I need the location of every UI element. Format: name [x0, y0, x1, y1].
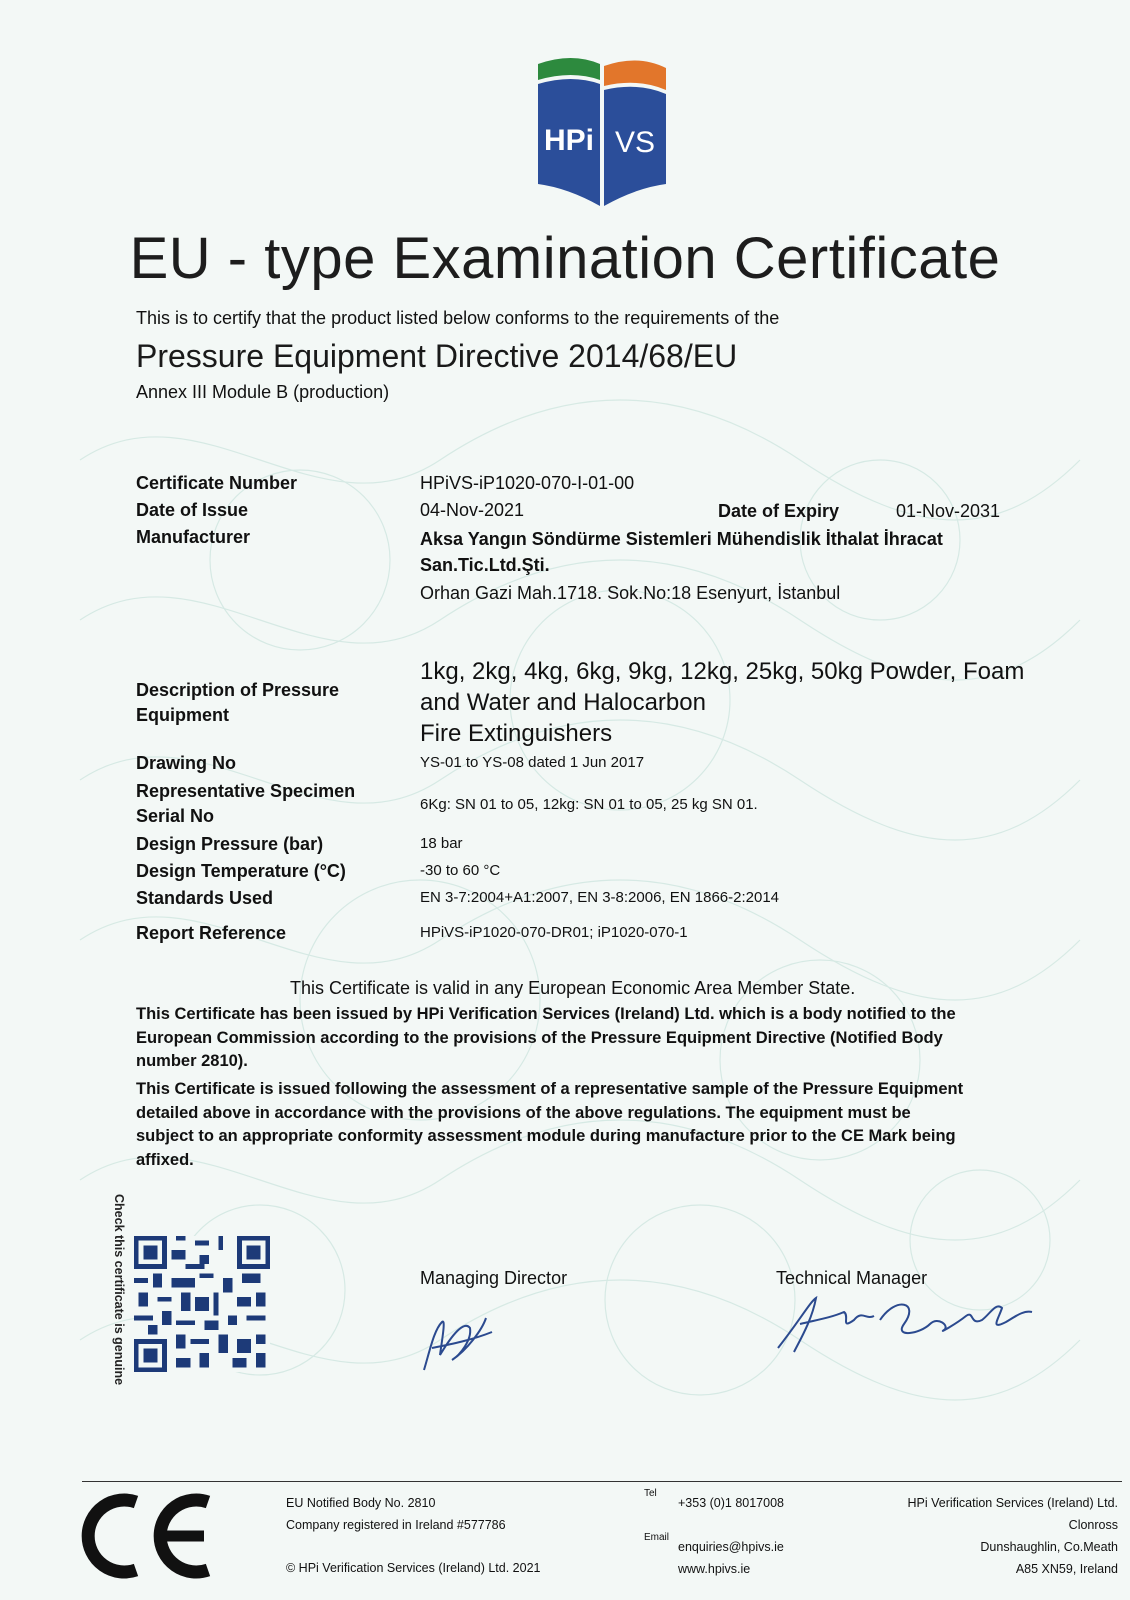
- manufacturer-address: Orhan Gazi Mah.1718. Sok.No:18 Esenyurt, İstanbul: [420, 583, 841, 603]
- issued-by-line3: number 2810).: [136, 1052, 248, 1070]
- address-line4: A85 XN59, Ireland: [1015, 1562, 1118, 1576]
- logo-text-vs: VS: [614, 126, 656, 159]
- footer-divider: [82, 1481, 1122, 1482]
- hpivs-logo: [538, 56, 666, 206]
- certificate-number-label: Certificate Number: [136, 473, 298, 493]
- issued-by-statement: [136, 1003, 1066, 1074]
- technical-manager-label: Technical Manager: [776, 1268, 928, 1288]
- issued-by-line1: This Certificate has been issued by HPi Verification Services (Ireland) Ltd. which is a body notified to the: [136, 1005, 956, 1023]
- date-of-issue: 04-Nov-2021: [420, 500, 525, 520]
- address-line1: HPi Verification Services (Ireland) Ltd.: [907, 1496, 1118, 1510]
- specimen-label-line2: Serial No: [136, 806, 215, 826]
- tel-label: Tel: [644, 1488, 657, 1499]
- description-label-line2: Equipment: [136, 705, 229, 725]
- address-line3: Dunshaughlin, Co.Meath: [980, 1540, 1118, 1554]
- ce-mark-icon: [78, 1488, 212, 1584]
- check-genuine-text: Check this certificate is genuine: [112, 1194, 126, 1386]
- standards-used: EN 3-7:2004+A1:2007, EN 3-8:2006, EN 1866-2:2014: [420, 889, 780, 906]
- drawing-no-label: Drawing No: [136, 753, 237, 773]
- description-line1: 1kg, 2kg, 4kg, 6kg, 9kg, 12kg, 25kg, 50kg Powder, Foam: [420, 658, 1025, 685]
- address-line2: Clonross: [1068, 1518, 1118, 1532]
- issued-by-line2: European Commission according to the provisions of the Pressure Equipment Directive (Notified Body: [136, 1028, 943, 1047]
- logo-text-hpi: HPi: [543, 124, 595, 157]
- managing-director-signature: [412, 1300, 522, 1380]
- date-of-expiry-label: Date of Expiry: [718, 501, 840, 521]
- assessment-line3: subject to an appropriate conformity assessment module during manufacture prior to the CE Mark being: [136, 1127, 956, 1145]
- design-temperature: -30 to 60 °C: [420, 862, 501, 879]
- date-of-expiry: 01-Nov-2031: [896, 501, 1001, 521]
- directive-name: Pressure Equipment Directive 2014/68/EU: [136, 338, 738, 374]
- description-line3: Fire Extinguishers: [420, 720, 613, 747]
- manufacturer-name-line1: Aksa Yangın Söndürme Sistemleri Mühendislik İthalat İhracat: [420, 529, 943, 549]
- design-pressure-label: Design Pressure (bar): [136, 834, 324, 854]
- telephone-number[interactable]: +353 (0)1 8017008: [678, 1496, 784, 1510]
- assessment-statement: [136, 1078, 1066, 1172]
- description-line2: and Water and Halocarbon: [420, 689, 706, 716]
- technical-manager-signature: [770, 1290, 1040, 1370]
- assessment-line4: affixed.: [136, 1150, 194, 1169]
- website-link[interactable]: www.hpivs.ie: [678, 1562, 751, 1576]
- manufacturer-label: Manufacturer: [136, 527, 251, 547]
- verification-qr-code[interactable]: [134, 1236, 270, 1372]
- report-reference: HPiVS-iP1020-070-DR01; iP1020-070-1: [420, 924, 688, 941]
- specimen-label-line1: Representative Specimen: [136, 781, 356, 801]
- annex-module: Annex III Module B (production): [136, 382, 390, 402]
- report-reference-label: Report Reference: [136, 923, 287, 943]
- company-registration: Company registered in Ireland #577786: [286, 1518, 506, 1532]
- standards-label: Standards Used: [136, 888, 274, 908]
- managing-director-label: Managing Director: [420, 1268, 568, 1288]
- drawing-no: YS-01 to YS-08 dated 1 Jun 2017: [420, 754, 645, 771]
- design-temperature-label: Design Temperature (°C): [136, 861, 346, 881]
- certificate-number: HPiVS-iP1020-070-I-01-00: [420, 473, 635, 493]
- specimen-serials: 6Kg: SN 01 to 05, 12kg: SN 01 to 05, 25 kg SN 01.: [420, 796, 758, 813]
- email-address[interactable]: enquiries@hpivs.ie: [678, 1540, 784, 1554]
- assessment-line1: This Certificate is issued following the assessment of a representative sample of the Pressure Equipment: [136, 1080, 964, 1098]
- validity-statement: This Certificate is valid in any European Economic Area Member State.: [290, 978, 856, 998]
- manufacturer-name-line2: San.Tic.Ltd.Şti.: [420, 555, 550, 575]
- company-address: [907, 1492, 1118, 1580]
- email-label: Email: [644, 1532, 670, 1543]
- certificate-title: EU - type Examination Certificate: [129, 226, 1001, 291]
- assessment-line2: detailed above in accordance with the provisions of the above regulations. The equipment must be: [136, 1103, 911, 1122]
- design-pressure: 18 bar: [420, 835, 463, 852]
- ce-mark-text: CE: [145, 1547, 148, 1549]
- description-label-line1: Description of Pressure: [136, 680, 340, 700]
- copyright-notice: © HPi Verification Services (Ireland) Ltd. 2021: [286, 1561, 541, 1575]
- notified-body-number: EU Notified Body No. 2810: [286, 1496, 436, 1510]
- certify-intro: This is to certify that the product listed below conforms to the requirements of the: [136, 308, 780, 328]
- date-of-issue-label: Date of Issue: [136, 500, 249, 520]
